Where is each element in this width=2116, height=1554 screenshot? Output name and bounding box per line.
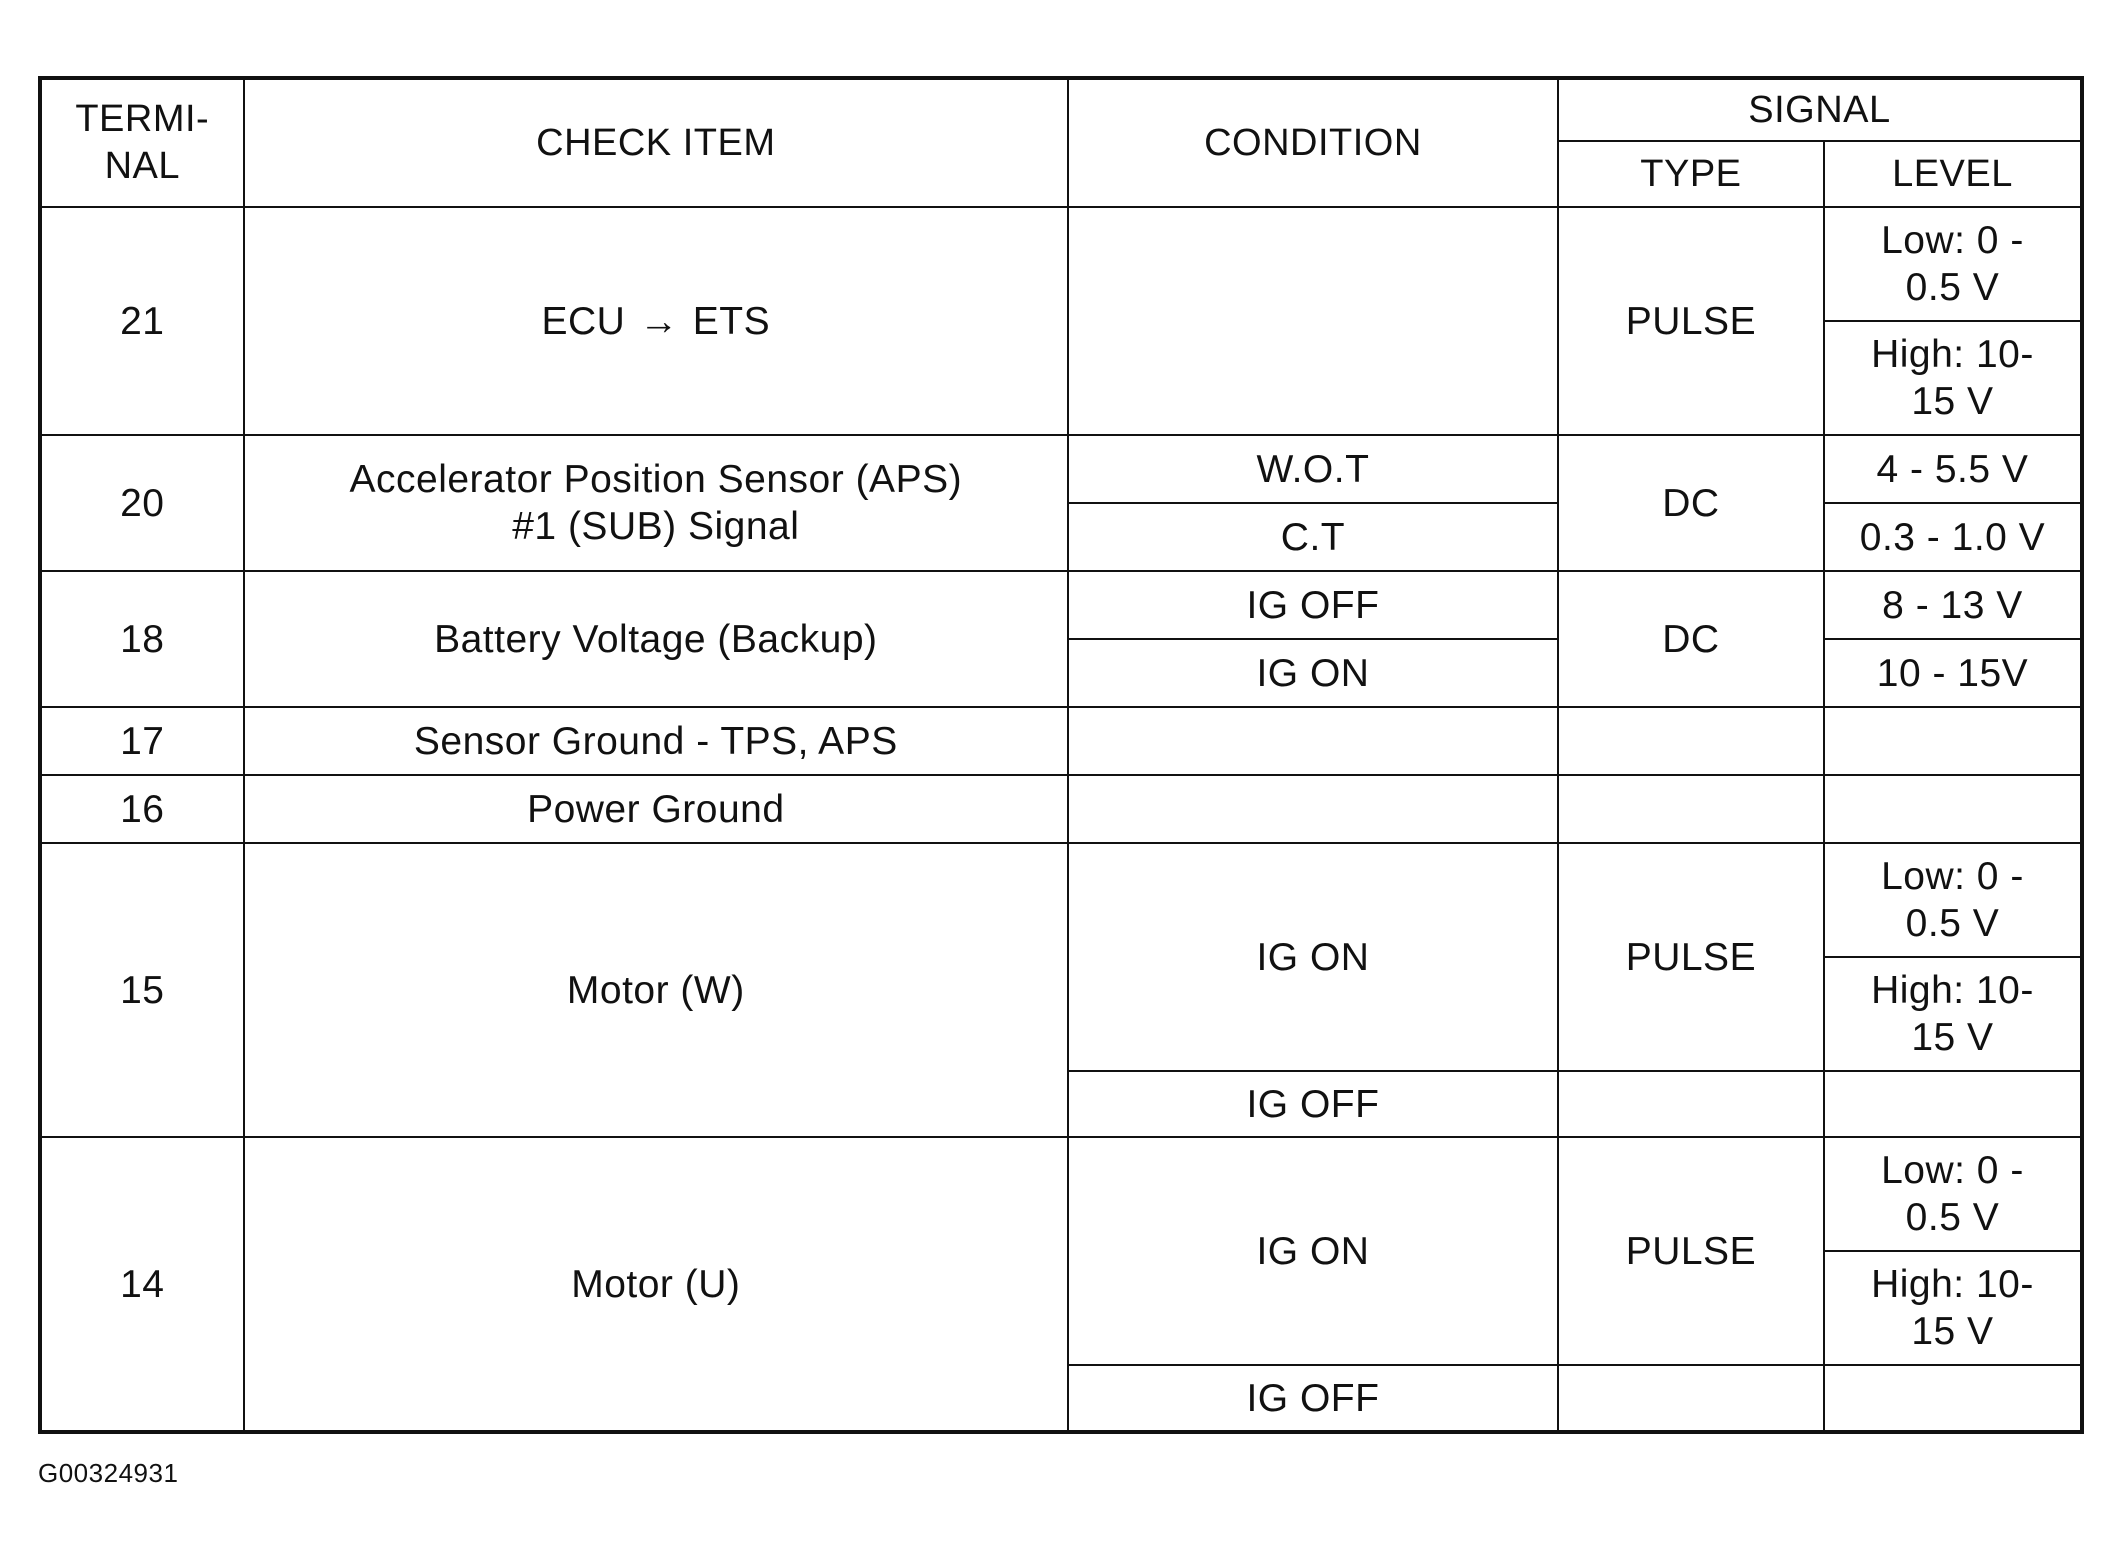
signal-level-cell: Low: 0 - 0.5 V bbox=[1824, 207, 2082, 321]
check-item-cell: Sensor Ground - TPS, APS bbox=[244, 707, 1068, 775]
condition-cell: IG OFF bbox=[1068, 1071, 1558, 1137]
condition-cell: W.O.T bbox=[1068, 435, 1558, 503]
terminal-cell: 20 bbox=[40, 435, 244, 571]
signal-type-cell: PULSE bbox=[1558, 843, 1824, 1071]
header-check-item: CHECK ITEM bbox=[244, 78, 1068, 207]
check-item-cell bbox=[244, 207, 1068, 435]
terminal-check-table bbox=[38, 76, 2084, 1434]
condition-cell bbox=[1068, 775, 1558, 843]
check-item-cell: Accelerator Position Sensor (APS) #1 (SUB) Signal bbox=[244, 435, 1068, 571]
signal-type-cell: PULSE bbox=[1558, 207, 1824, 435]
signal-level-cell: 4 - 5.5 V bbox=[1824, 435, 2082, 503]
condition-cell: IG OFF bbox=[1068, 1365, 1558, 1432]
condition-cell: IG ON bbox=[1068, 639, 1558, 707]
check-item-cell: Battery Voltage (Backup) bbox=[244, 571, 1068, 707]
signal-level-cell: High: 10- 15 V bbox=[1824, 321, 2082, 435]
check-item-target: ETS bbox=[692, 299, 771, 343]
signal-level-cell: Low: 0 - 0.5 V bbox=[1824, 1137, 2082, 1251]
check-item-cell: Motor (U) bbox=[244, 1137, 1068, 1432]
check-item-source: ECU bbox=[541, 299, 626, 343]
table-row bbox=[40, 207, 2082, 321]
table-row bbox=[40, 1137, 2082, 1251]
signal-type-cell bbox=[1558, 775, 1824, 843]
signal-level-cell bbox=[1824, 1071, 2082, 1137]
table-row bbox=[40, 435, 2082, 503]
signal-level-cell: 8 - 13 V bbox=[1824, 571, 2082, 639]
terminal-check-table-container bbox=[38, 76, 2084, 1434]
terminal-cell: 14 bbox=[40, 1137, 244, 1432]
condition-cell: IG OFF bbox=[1068, 571, 1558, 639]
terminal-cell: 15 bbox=[40, 843, 244, 1137]
terminal-cell: 21 bbox=[40, 207, 244, 435]
table-row bbox=[40, 843, 2082, 957]
table-row bbox=[40, 707, 2082, 775]
header-terminal: TERMI- NAL bbox=[40, 78, 244, 207]
check-item-cell: Motor (W) bbox=[244, 843, 1068, 1137]
condition-cell bbox=[1068, 707, 1558, 775]
header-condition: CONDITION bbox=[1068, 78, 1558, 207]
table-row bbox=[40, 775, 2082, 843]
header-signal-type: TYPE bbox=[1558, 141, 1824, 207]
header-signal: SIGNAL bbox=[1558, 78, 2082, 141]
table-row bbox=[40, 571, 2082, 639]
signal-level-cell: High: 10- 15 V bbox=[1824, 957, 2082, 1071]
signal-type-cell bbox=[1558, 1071, 1824, 1137]
terminal-cell: 17 bbox=[40, 707, 244, 775]
condition-cell: IG ON bbox=[1068, 1137, 1558, 1365]
condition-cell bbox=[1068, 207, 1558, 435]
signal-type-cell: PULSE bbox=[1558, 1137, 1824, 1365]
right-arrow-icon: → bbox=[639, 299, 679, 343]
signal-level-cell: 10 - 15V bbox=[1824, 639, 2082, 707]
signal-level-cell: Low: 0 - 0.5 V bbox=[1824, 843, 2082, 957]
signal-level-cell bbox=[1824, 707, 2082, 775]
signal-type-cell: DC bbox=[1558, 571, 1824, 707]
signal-level-cell: High: 10- 15 V bbox=[1824, 1251, 2082, 1365]
signal-type-cell bbox=[1558, 1365, 1824, 1432]
signal-level-cell bbox=[1824, 1365, 2082, 1432]
signal-type-cell bbox=[1558, 707, 1824, 775]
terminal-cell: 16 bbox=[40, 775, 244, 843]
figure-id: G00324931 bbox=[38, 1458, 179, 1488]
condition-cell: C.T bbox=[1068, 503, 1558, 571]
terminal-cell: 18 bbox=[40, 571, 244, 707]
signal-level-cell bbox=[1824, 775, 2082, 843]
signal-type-cell: DC bbox=[1558, 435, 1824, 571]
condition-cell: IG ON bbox=[1068, 843, 1558, 1071]
signal-level-cell: 0.3 - 1.0 V bbox=[1824, 503, 2082, 571]
header-signal-level: LEVEL bbox=[1824, 141, 2082, 207]
check-item-cell: Power Ground bbox=[244, 775, 1068, 843]
